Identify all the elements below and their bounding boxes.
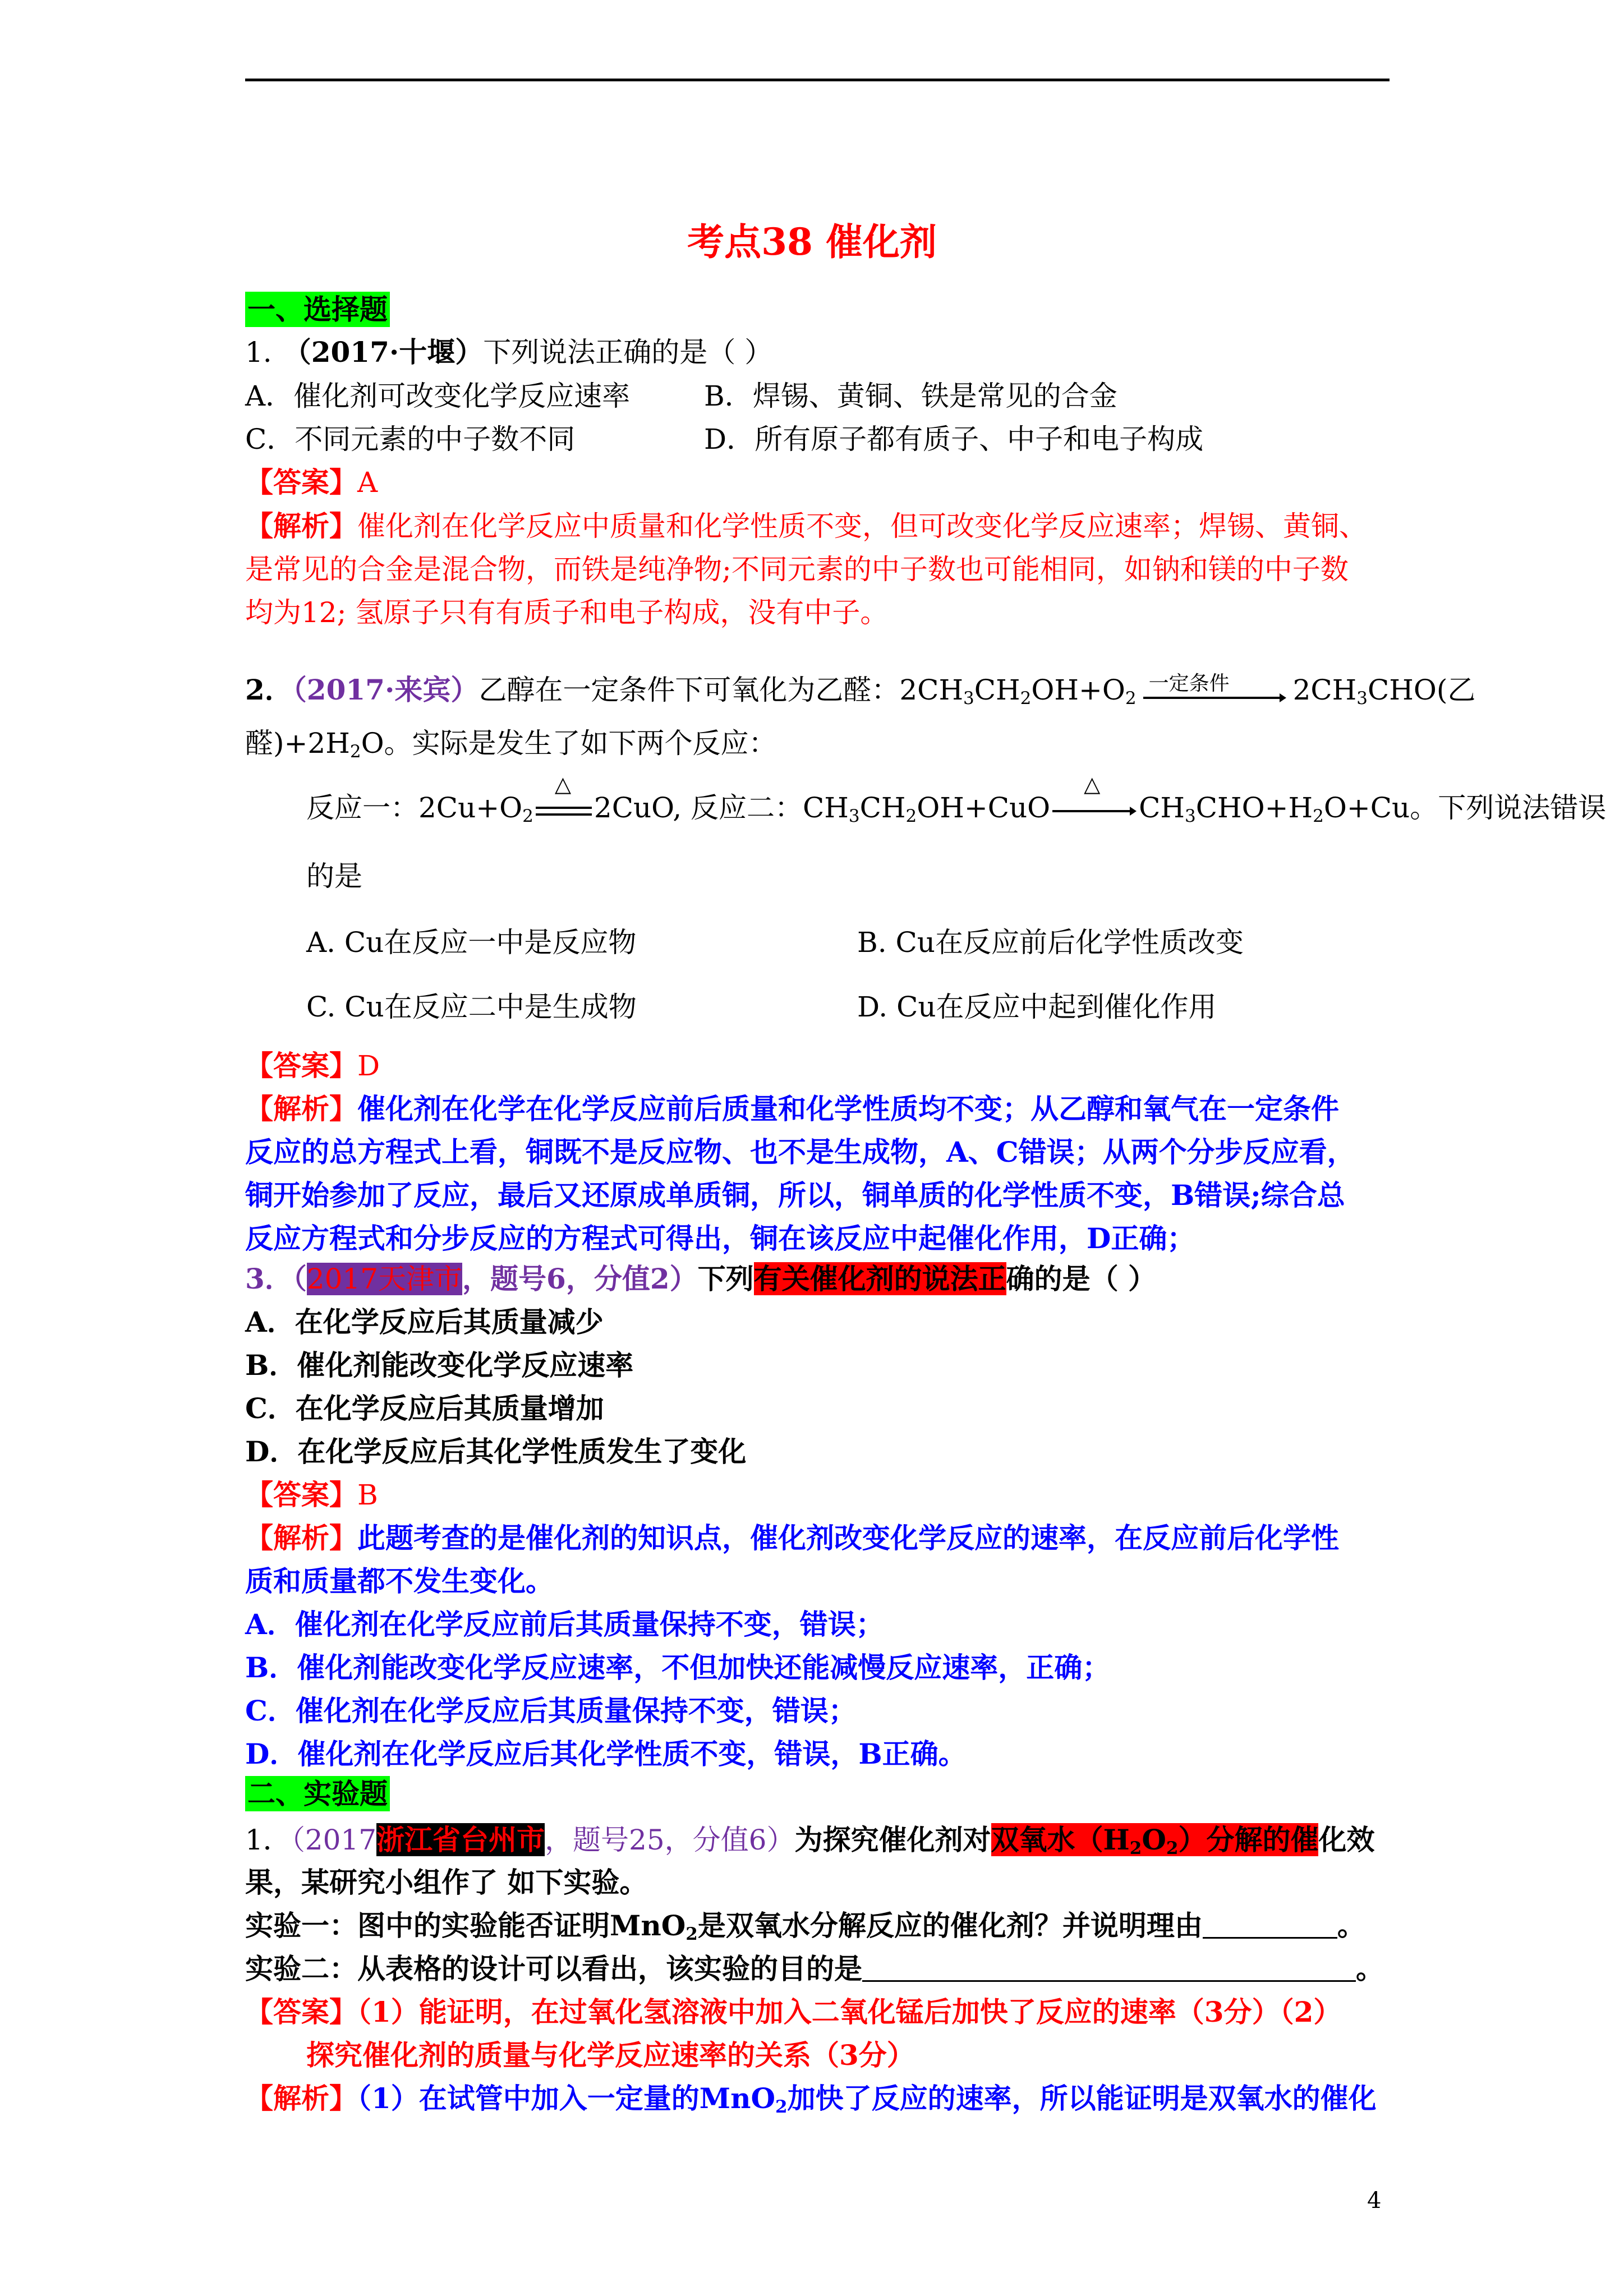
q1-option-b: B．焊锡、黄铜、铁是常见的合金 bbox=[704, 380, 1117, 412]
q3-option-a: A．在化学反应后其质量减少 bbox=[245, 1305, 604, 1338]
q2-reaction2-product: CH bbox=[1139, 792, 1185, 824]
q1-option-d: D．所有原子都有质子、中子和电子构成 bbox=[704, 423, 1204, 455]
q1-answer-label: 【答案】 bbox=[245, 466, 357, 499]
q2-number: 2． bbox=[245, 673, 293, 706]
q2-explanation-line2: 反应的总方程式上看，铜既不是反应物、也不是生成物，A、C错误；从两个分步反应看， bbox=[245, 1135, 1355, 1168]
condition-label: 一定条件 bbox=[1148, 672, 1230, 695]
q3-explanation-line1 bbox=[245, 1516, 1339, 1556]
q2-answer bbox=[245, 1043, 380, 1084]
e1-exp1-blank[interactable] bbox=[1203, 1915, 1337, 1939]
q3-explanation-a: A．催化剂在化学反应前后其质量保持不变，错误； bbox=[245, 1608, 884, 1641]
q2-option-d: D. Cu在反应中起到催化作用 bbox=[857, 991, 1217, 1023]
e1-stem-line1 bbox=[245, 1818, 1374, 1858]
q2-expl-text-1: 催化剂在化学在化学反应前后质量和化学性质均不变；从乙醇和氧气在一定条件 bbox=[357, 1092, 1339, 1125]
q3-explanation-line2: 质和质量都不发生变化。 bbox=[245, 1565, 554, 1598]
q2-source: （2017·来宾） bbox=[292, 673, 479, 706]
e1-exp2-c: 。 bbox=[1356, 1952, 1384, 1985]
e1-exp1-c: 。 bbox=[1337, 1909, 1365, 1942]
e1-number: 1． bbox=[245, 1824, 291, 1856]
q2-answer-label: 【答案】 bbox=[245, 1049, 357, 1082]
e1-stem-hl-1: 双氧水（H bbox=[991, 1823, 1130, 1856]
e1-experiment1: 实验一：图中的实验能否证明MnO$_2$是双氧水分解反应的催化剂？并说明理由 。 bbox=[245, 1909, 1365, 1944]
e1-expl-text-1b: 加快了反应的速率，所以能证明是双氧水的催化 bbox=[787, 2082, 1377, 2115]
q2-reaction2-tail2: O+Cu。下列说法错误 bbox=[1323, 792, 1607, 824]
q2-explanation-line3: 铜开始参加了反应，最后又还原成单质铜，所以，铜单质的化学性质不变，B错误;综合总 bbox=[245, 1179, 1345, 1212]
q3-answer-label: 【答案】 bbox=[245, 1478, 357, 1511]
e1-stem-line2: 果，某研究小组作了 如下实验。 bbox=[245, 1866, 648, 1899]
e1-expl-text-1: （1）在试管中加入一定量的MnO bbox=[357, 2082, 776, 2115]
e1-answer-text-1: （1）能证明，在过氧化氢溶液中加入二氧化锰后加快了反应的速率（3分）（2） bbox=[357, 1995, 1342, 2028]
q3-explanation-d: D．催化剂在化学反应后其化学性质不变，错误，B正确。 bbox=[245, 1737, 967, 1770]
q3-expl-label: 【解析】 bbox=[245, 1521, 357, 1554]
e1-stem-a: 为探究催化剂对 bbox=[794, 1823, 991, 1856]
q1-source: （2017·十堰） bbox=[283, 335, 484, 369]
q2-stem-line3: 的是 bbox=[306, 860, 362, 892]
q1-stem bbox=[245, 330, 772, 370]
q3-stem-a: 下列 bbox=[697, 1262, 754, 1295]
q3-option-c: C．在化学反应后其质量增加 bbox=[245, 1392, 604, 1425]
q2-reaction1-label: 反应一：2Cu+O bbox=[306, 792, 523, 824]
q3-stem-highlight: 有关催化剂的说法正 bbox=[753, 1262, 1006, 1295]
q2-stem-line2: 醛)$+2H_2O$。实际是发生了如下两个反应： bbox=[245, 727, 777, 762]
q2-reaction2-tail: CHO+H bbox=[1195, 792, 1313, 824]
q3-option-d: D．在化学反应后其化学性质发生了变化 bbox=[245, 1435, 747, 1468]
e1-exp2-a: 实验二：从表格的设计可以看出，该实验的目的是 bbox=[245, 1952, 862, 1985]
q1-explanation-line3: 均为12; 氢原子只有有质子和电子构成，没有中子。 bbox=[245, 596, 889, 629]
section-choice-label: 一、选择题 bbox=[245, 292, 390, 327]
section-experiment-label: 二、实验题 bbox=[245, 1776, 390, 1811]
e1-expl-label: 【解析】 bbox=[245, 2082, 357, 2115]
condition-arrow bbox=[1143, 672, 1286, 709]
q2-answer-value: D bbox=[357, 1050, 380, 1082]
heat-symbol-2: △ bbox=[1084, 772, 1101, 797]
q1-number: 1. bbox=[245, 336, 272, 369]
q3-source-rest: ，题号6，分值2） bbox=[462, 1262, 698, 1295]
q3-explanation-c: C．催化剂在化学反应后其质量保持不变，错误； bbox=[245, 1694, 857, 1727]
q2-option-a: A. Cu在反应一中是反应物 bbox=[306, 926, 637, 959]
section-experiment-header bbox=[245, 1772, 390, 1812]
e1-source-b: ，题号25，分值6） bbox=[545, 1824, 795, 1856]
heat-equals-sign bbox=[536, 772, 592, 827]
q3-source-highlight: 2017天津市 bbox=[306, 1263, 463, 1295]
e1-source-a: （2017 bbox=[291, 1824, 377, 1856]
q2-explanation-line1 bbox=[245, 1087, 1339, 1127]
e1-exp1-b: 是双氧水分解反应的催化剂？并说明理由 bbox=[697, 1909, 1203, 1942]
q3-option-b: B．催化剂能改变化学反应速率 bbox=[245, 1349, 634, 1382]
q3-expl-text-1: 此题考查的是催化剂的知识点，催化剂改变化学反应的速率，在反应前后化学性 bbox=[357, 1521, 1339, 1554]
q1-explanation-line2: 是常见的合金是混合物，而铁是纯净物;不同元素的中子数也可能相同，如钠和镁的中子数 bbox=[245, 553, 1349, 586]
e1-exp1-a: 实验一：图中的实验能否证明MnO bbox=[245, 1909, 686, 1942]
q2-stem-line1: 2．（2017·来宾）乙醇在一定条件下可氧化为乙醛：$2CH_3CH_2OH+O_2$ 一定条件 $2CH_3CHO$(乙 bbox=[245, 668, 1475, 709]
heat-symbol-1: △ bbox=[554, 772, 572, 797]
e1-stem-hl-2: O bbox=[1142, 1823, 1166, 1856]
e1-answer-line1 bbox=[245, 1990, 1341, 2030]
e1-explanation-line1: 【解析】（1）在试管中加入一定量的MnO$_2$加快了反应的速率，所以能证明是双氧水的催化 bbox=[245, 2082, 1377, 2117]
q2-option-b: B. Cu在反应前后化学性质改变 bbox=[857, 926, 1244, 959]
q2-stem2: 醛)+2H bbox=[245, 727, 350, 760]
e1-source-highlight: 浙江省台州市 bbox=[376, 1823, 545, 1856]
q1-expl-text-1: 催化剂在化学反应中质量和化学性质不变，但可改变化学反应速率；焊锡、黄铜、 bbox=[357, 510, 1367, 542]
q1-answer bbox=[245, 460, 378, 500]
q2-option-c: C. Cu在反应二中是生成物 bbox=[306, 991, 637, 1023]
q3-stem bbox=[245, 1257, 1156, 1297]
q3-answer bbox=[245, 1473, 378, 1513]
e1-experiment2 bbox=[245, 1947, 1384, 1987]
q3-answer-value: B bbox=[357, 1479, 378, 1511]
page-title: 考点38 催化剂 bbox=[687, 220, 937, 264]
q2-reactions-line: 反应一：$2Cu+O_2$ △ 2CuO, 反应二：$CH_3CH_2OH+CuO$ △ $CH_3CHO+H_2O+Cu$。下列说法错误 bbox=[306, 772, 1607, 826]
q2-explanation-line4: 反应方程式和分步反应的方程式可得出，铜在该反应中起催化作用，D正确； bbox=[245, 1222, 1195, 1255]
q2-expl-label: 【解析】 bbox=[245, 1092, 357, 1125]
page-number: 4 bbox=[1367, 2188, 1382, 2214]
q2-stem2b: O。实际是发生了如下两个反应： bbox=[361, 727, 777, 760]
q3-explanation-b: B．催化剂能改变化学反应速率，不但加快还能减慢反应速率，正确； bbox=[245, 1651, 1111, 1684]
section-choice-header bbox=[245, 287, 390, 328]
q1-stem-text: 下列说法正确的是（ ） bbox=[483, 336, 773, 369]
q1-explanation-line1 bbox=[245, 504, 1367, 544]
q1-expl-label: 【解析】 bbox=[245, 509, 357, 542]
e1-exp2-blank[interactable] bbox=[862, 1958, 1356, 1982]
e1-stem-hl-3: ）分解的催 bbox=[1178, 1823, 1319, 1856]
q1-option-c: C．不同元素的中子数不同 bbox=[245, 423, 576, 455]
heat-arrow bbox=[1052, 772, 1137, 827]
q3-stem-b: 确的是（ ） bbox=[1006, 1262, 1157, 1295]
q1-answer-value: A bbox=[357, 466, 378, 499]
q2-stem-text: 乙醇在一定条件下可氧化为乙醛：2CH bbox=[479, 674, 964, 706]
q1-option-a: A．催化剂可改变化学反应速率 bbox=[245, 380, 631, 412]
e1-answer-label: 【答案】 bbox=[245, 1995, 357, 2028]
q2-reaction1-product: 2CuO, 反应二：CH bbox=[594, 792, 849, 824]
e1-stem-b: 化效 bbox=[1318, 1823, 1375, 1856]
header-rule bbox=[245, 79, 1390, 81]
q3-number: 3．（ bbox=[245, 1262, 307, 1295]
e1-stem-highlight: 双氧水$(H_2O_2)$分解的催 bbox=[991, 1823, 1319, 1858]
e1-answer-line2: 探究催化剂的质量与化学反应速率的关系（3分） bbox=[306, 2039, 915, 2072]
